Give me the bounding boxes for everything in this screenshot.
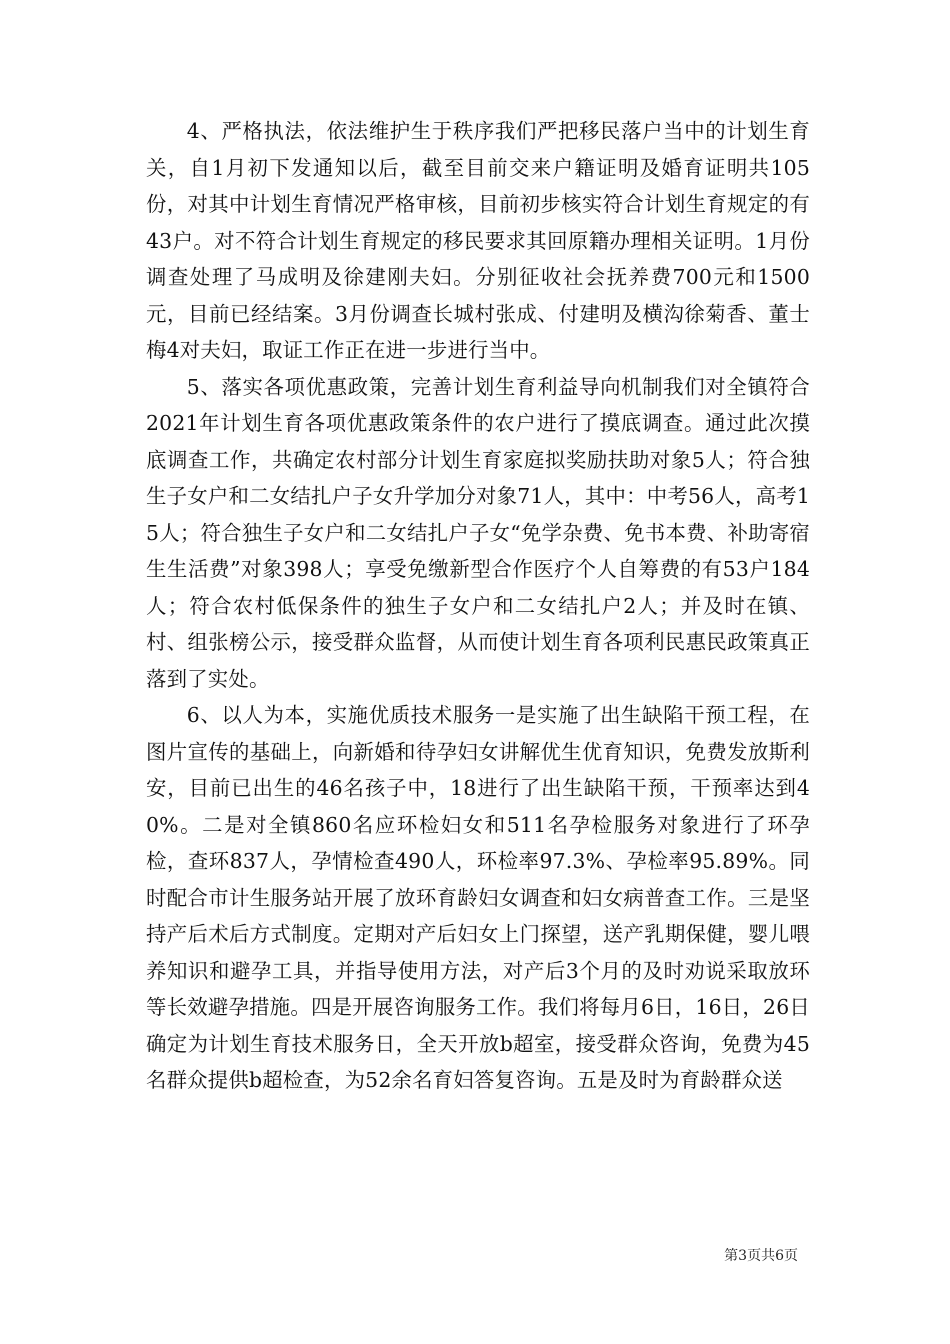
page-number: 第3页共6页: [724, 1248, 798, 1264]
paragraph-section-6: 6、以人为本，实施优质技术服务一是实施了出生缺陷干预工程，在图片宣传的基础上，向新婚和待孕妇女讲解优生优育知识，免费发放斯利安，目前已出生的46名孩子中，18进行了出生缺陷干预，干预率达到40%。二是对全镇860名应环检妇女和511名孕检服务对象进行了环孕检，查环837人，孕情检查490人，环检率97.3%、孕检率95.89%。同时配合市计生服务站开展了放环育龄妇女调查和妇女病普查工作。三是坚持产后术后方式制度。定期对产后妇女上门探望，送产乳期保健，婴儿喂养知识和避孕工具，并指导使用方法，对产后3个月的及时劝说采取放环等长效避孕措施。四是开展咨询服务工作。我们将每月6日，16日，26日确定为计划生育技术服务日，全天开放b超室，接受群众咨询，免费为45名群众提供b超检查，为52余名育妇答复咨询。五是及时为育龄群众送: [146, 703, 810, 1092]
paragraph-section-5: 5、落实各项优惠政策，完善计划生育利益导向机制我们对全镇符合2021年计划生育各项优惠政策条件的农户进行了摸底调查。通过此次摸底调查工作，共确定农村部分计划生育家庭拟奖励扶助对象5人；符合独生子女户和二女结扎户子女升学加分对象71人，其中：中考56人，高考15人；符合独生子女户和二女结扎户子女“免学杂费、免书本费、补助寄宿生生活费”对象398人；享受免缴新型合作医疗个人自筹费的有53户184人；符合农村低保条件的独生子女户和二女结扎户2人；并及时在镇、村、组张榜公示，接受群众监督，从而使计划生育各项利民惠民政策真正落到了实处。: [146, 374, 810, 691]
document-body: [146, 113, 810, 1099]
paragraph-section-4: 4、严格执法，依法维护生于秩序我们严把移民落户当中的计划生育关，自1月初下发通知以后，截至目前交来户籍证明及婚育证明共105份，对其中计划生育情况严格审核，目前初步核实符合计划生育规定的有43户。对不符合计划生育规定的移民要求其回原籍办理相关证明。1月份调查处理了马成明及徐建刚夫妇。分别征收社会抚养费700元和1500元，目前已经结案。3月份调查长城村张成、付建明及横沟徐菊香、董士梅4对夫妇，取证工作正在进一步进行当中。: [146, 119, 810, 362]
